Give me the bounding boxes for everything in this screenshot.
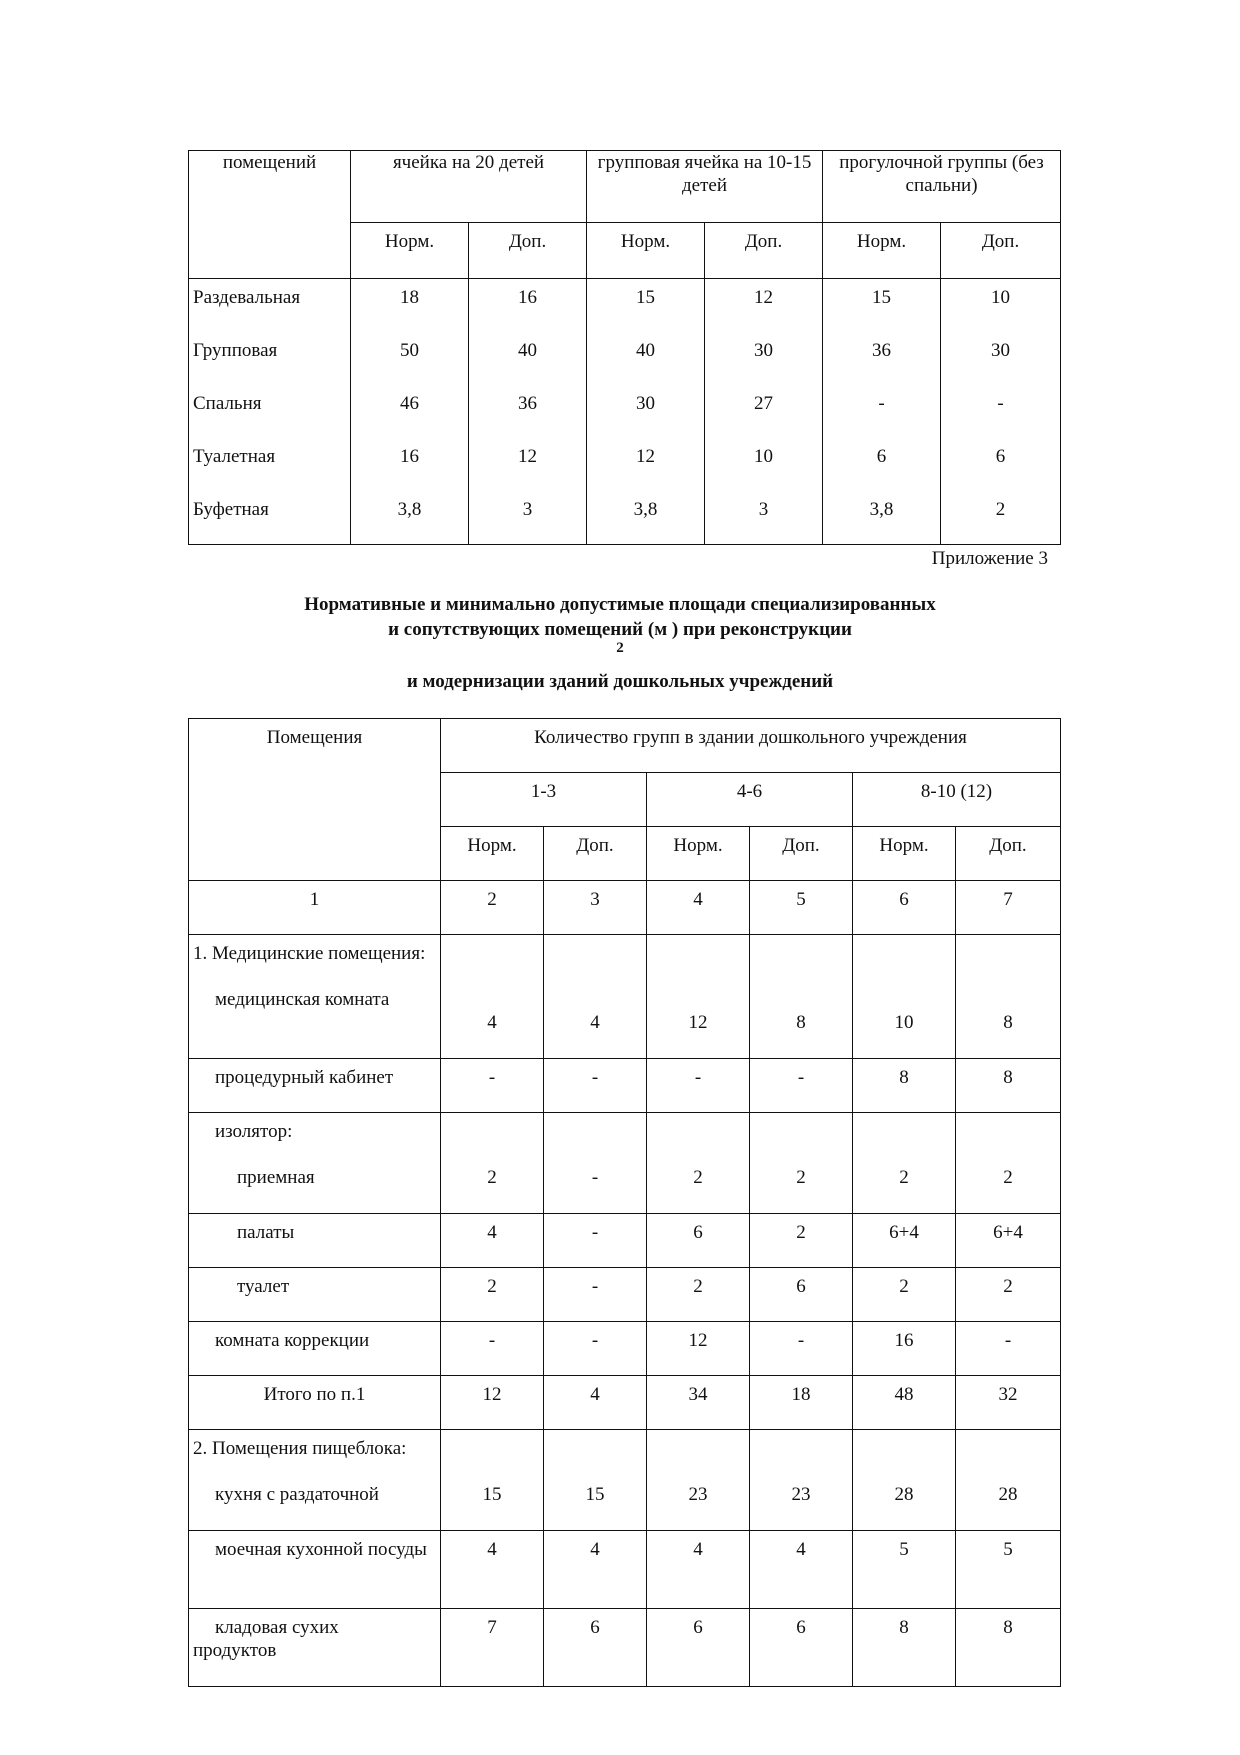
cell: 6	[544, 1609, 647, 1687]
cell: 2	[899, 1167, 909, 1188]
header-group-cell-10-15: групповая ячейка на 10-15 детей	[587, 151, 823, 223]
superscript-2: 2	[616, 640, 624, 656]
cell: 23	[688, 1484, 708, 1505]
cell: 40	[587, 332, 705, 385]
header-dop: Доп.	[941, 223, 1061, 279]
cell: 40	[469, 332, 587, 385]
table-row	[189, 1214, 1061, 1268]
header-range-4-6: 4-6	[647, 773, 853, 827]
cell: 3,8	[587, 491, 705, 545]
cell: 16	[853, 1322, 956, 1376]
col-num: 3	[544, 881, 647, 935]
cell: 15	[587, 279, 705, 333]
row-label: Туалетная	[189, 438, 351, 491]
cell: 16	[469, 279, 587, 333]
cell: 10	[941, 279, 1061, 333]
table-row	[189, 1531, 1061, 1609]
cell: 3	[469, 491, 587, 545]
cell: 6	[823, 438, 941, 491]
header-norm: Норм.	[853, 827, 956, 881]
cell: 5	[853, 1531, 956, 1609]
page-title-line2: и сопутствующих помещений (м ) при реконструкции	[388, 619, 852, 640]
cell: 36	[823, 332, 941, 385]
isolator-title: изолятор:	[215, 1121, 293, 1142]
cell: 4	[647, 1531, 750, 1609]
table-row	[189, 438, 1061, 491]
cell: 8	[956, 1609, 1061, 1687]
cell: 15	[823, 279, 941, 333]
cell: 28	[894, 1484, 914, 1505]
cell: 12	[688, 1012, 708, 1033]
table-row	[189, 279, 1061, 333]
cell: -	[647, 1059, 750, 1113]
table-row-total	[189, 1376, 1061, 1430]
table-row	[189, 935, 1061, 1059]
cell: 3	[705, 491, 823, 545]
cell: 6	[941, 438, 1061, 491]
col-num: 4	[647, 881, 750, 935]
header-dop: Доп.	[705, 223, 823, 279]
table-row	[189, 1059, 1061, 1113]
header-dop: Доп.	[469, 223, 587, 279]
table-row	[189, 332, 1061, 385]
cell: 4	[441, 1531, 544, 1609]
cell: 6	[647, 1214, 750, 1268]
cell: 2	[693, 1167, 703, 1188]
cell: 2	[941, 491, 1061, 545]
table-row	[189, 1113, 1061, 1214]
table-specialized-rooms	[188, 718, 1061, 1687]
cell: 30	[941, 332, 1061, 385]
cell: 28	[998, 1484, 1018, 1505]
row-label: палаты	[189, 1214, 441, 1268]
table-row	[189, 1609, 1061, 1687]
cell: 6+4	[853, 1214, 956, 1268]
table-row	[189, 1268, 1061, 1322]
cell: 2	[750, 1214, 853, 1268]
page-title: Нормативные и минимально допустимые площади специализированных	[304, 594, 936, 615]
cell: 8	[796, 1012, 806, 1033]
header-dop: Доп.	[956, 827, 1061, 881]
header-norm: Норм.	[351, 223, 469, 279]
header-rooms: Помещения	[189, 719, 441, 881]
cell: -	[544, 1059, 647, 1113]
cell: -	[823, 385, 941, 438]
cell: 18	[351, 279, 469, 333]
cell: 6+4	[956, 1214, 1061, 1268]
cell: 48	[853, 1376, 956, 1430]
cell: 16	[351, 438, 469, 491]
cell: 30	[587, 385, 705, 438]
row-label: туалет	[189, 1268, 441, 1322]
header-norm: Норм.	[587, 223, 705, 279]
col-num: 6	[853, 881, 956, 935]
row-label: Буфетная	[189, 491, 351, 545]
cell: -	[544, 1214, 647, 1268]
cell: 4	[544, 1376, 647, 1430]
cell: 2	[487, 1167, 497, 1188]
header-rooms: помещений	[189, 151, 351, 279]
cell: 3,8	[351, 491, 469, 545]
cell: 23	[791, 1484, 811, 1505]
cell: 5	[956, 1531, 1061, 1609]
appendix-label: Приложение 3	[931, 548, 1048, 569]
cell: 4	[544, 1531, 647, 1609]
cell: 50	[351, 332, 469, 385]
header-norm: Норм.	[441, 827, 544, 881]
row-label	[189, 1430, 441, 1531]
cell: -	[544, 1322, 647, 1376]
header-dop: Доп.	[544, 827, 647, 881]
cell: 34	[647, 1376, 750, 1430]
cell: 12	[469, 438, 587, 491]
cell: 27	[705, 385, 823, 438]
row-label	[189, 1113, 441, 1214]
cell: 10	[894, 1012, 914, 1033]
column-numbers-row	[189, 881, 1061, 935]
cell: 4	[750, 1531, 853, 1609]
col-num: 7	[956, 881, 1061, 935]
cell: 8	[1003, 1012, 1013, 1033]
header-range-8-10: 8-10 (12)	[853, 773, 1061, 827]
col-num: 2	[441, 881, 544, 935]
cell: 2	[853, 1268, 956, 1322]
row-label: Спальня	[189, 385, 351, 438]
table-row	[189, 385, 1061, 438]
cell: 7	[441, 1609, 544, 1687]
cell: 36	[469, 385, 587, 438]
cell: 2	[796, 1167, 806, 1188]
cell: 4	[487, 1012, 497, 1033]
col-num: 5	[750, 881, 853, 935]
header-norm: Норм.	[823, 223, 941, 279]
row-label: кладовая сухих продуктов	[189, 1609, 441, 1687]
row-label-kitchen: кухня с раздаточной	[215, 1484, 379, 1505]
row-label	[189, 935, 441, 1059]
cell: 6	[750, 1609, 853, 1687]
cell: -	[441, 1322, 544, 1376]
cell: 12	[587, 438, 705, 491]
cell: -	[544, 1268, 647, 1322]
cell: 2	[647, 1268, 750, 1322]
section-title: 1. Медицинские помещения:	[193, 943, 426, 964]
cell: -	[941, 385, 1061, 438]
row-label: Групповая	[189, 332, 351, 385]
cell: 46	[351, 385, 469, 438]
cell: 6	[647, 1609, 750, 1687]
row-label: комната коррекции	[189, 1322, 441, 1376]
table-row	[189, 1430, 1061, 1531]
cell: -	[750, 1059, 853, 1113]
header-walk-group: прогулочной группы (без спальни)	[823, 151, 1061, 223]
cell: 12	[647, 1322, 750, 1376]
row-label: Итого по п.1	[189, 1376, 441, 1430]
header-groups-count: Количество групп в здании дошкольного учреждения	[441, 719, 1061, 773]
cell: 2	[1003, 1167, 1013, 1188]
row-label: моечная кухонной посуды	[189, 1531, 441, 1609]
row-label-reception: приемная	[237, 1167, 315, 1188]
cell: 10	[705, 438, 823, 491]
table-row	[189, 1322, 1061, 1376]
cell: 18	[750, 1376, 853, 1430]
cell: -	[956, 1322, 1061, 1376]
cell: 6	[750, 1268, 853, 1322]
cell: 30	[705, 332, 823, 385]
cell: 4	[590, 1012, 600, 1033]
cell: 8	[956, 1059, 1061, 1113]
row-label-med-room: медицинская комната	[215, 989, 390, 1010]
row-label: Раздевальная	[189, 279, 351, 333]
cell: -	[591, 1167, 599, 1188]
cell: 8	[853, 1059, 956, 1113]
cell: 12	[705, 279, 823, 333]
col-num: 1	[189, 881, 441, 935]
page-title-line3: и модернизации зданий дошкольных учреждений	[406, 671, 834, 692]
cell: -	[441, 1059, 544, 1113]
header-range-1-3: 1-3	[441, 773, 647, 827]
cell: 4	[441, 1214, 544, 1268]
table-row	[189, 491, 1061, 545]
cell: 8	[853, 1609, 956, 1687]
cell: 32	[956, 1376, 1061, 1430]
header-dop: Доп.	[750, 827, 853, 881]
cell: 2	[956, 1268, 1061, 1322]
table-areas-continued	[188, 150, 1061, 545]
cell: -	[750, 1322, 853, 1376]
cell: 3,8	[823, 491, 941, 545]
cell: 2	[441, 1268, 544, 1322]
section-title: 2. Помещения пищеблока:	[193, 1438, 407, 1459]
cell: 12	[441, 1376, 544, 1430]
cell: 15	[482, 1484, 502, 1505]
header-norm: Норм.	[647, 827, 750, 881]
cell: 15	[585, 1484, 605, 1505]
row-label: процедурный кабинет	[189, 1059, 441, 1113]
header-group-cell-20: ячейка на 20 детей	[351, 151, 587, 223]
